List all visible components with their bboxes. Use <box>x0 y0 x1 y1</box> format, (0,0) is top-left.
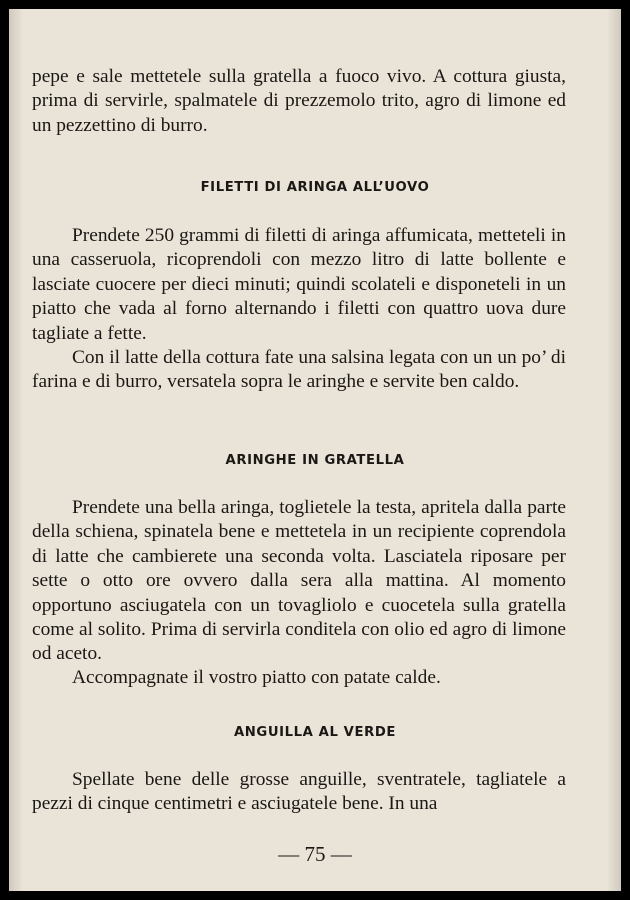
recipe-title-filetti-di-aringa: FILETTI DI ARINGA ALL’UOVO <box>200 180 430 195</box>
book-page <box>9 9 621 891</box>
recipe-paragraph: Accompagnate il vostro piatto con patate calde. <box>72 667 441 688</box>
page-shadow-right <box>607 9 621 891</box>
recipe-title-anguilla-al-verde: ANGUILLA AL VERDE <box>233 725 396 740</box>
recipe-paragraph: Prendete una bella aringa, toglietele la testa, apritela dalla parte della schiena, spinatela bene e mettetela in un recipiente coprendola di latte che cambierete una seconda volta. Lasciatela riposare per sette o otto ore ovvero dalla sera alla mattina. Al momento opportuno asciugatela con un tovagliolo e cuocetela sulla gratella come al solito. Prima di servirla conditela con olio ed agro di limone od aceto. <box>32 497 566 665</box>
recipe-title-aringhe-in-gratella: ARINGHE IN GRATELLA <box>225 453 405 468</box>
recipe-paragraph: Spellate bene delle grosse anguille, sventratele, tagliatele a pezzi di cinque centimetri e asciugatele bene. In una <box>32 769 566 815</box>
recipe-paragraph: Con il latte della cottura fate una salsina legata con un un po’ di farina e di burro, versatela sopra le aringhe e servite ben caldo. <box>32 347 566 393</box>
page-number: — 75 — <box>278 842 352 866</box>
opening-paragraph: pepe e sale mettetele sulla gratella a fuoco vivo. A cottura giusta, prima di servirle, spalmatele di prezzemolo trito, agro di limone ed un pezzettino di burro. <box>32 66 566 136</box>
page-shadow-left <box>9 9 23 891</box>
recipe-paragraph: Prendete 250 grammi di filetti di aringa affumicata, metteteli in una casseruola, ricoprendoli con mezzo litro di latte bollente e lasciate cuocere per dieci minuti; quindi scolateli e disponeteli in un piatto che vada al forno alternando i filetti con quattro uova dure tagliate a fette. <box>32 225 566 344</box>
